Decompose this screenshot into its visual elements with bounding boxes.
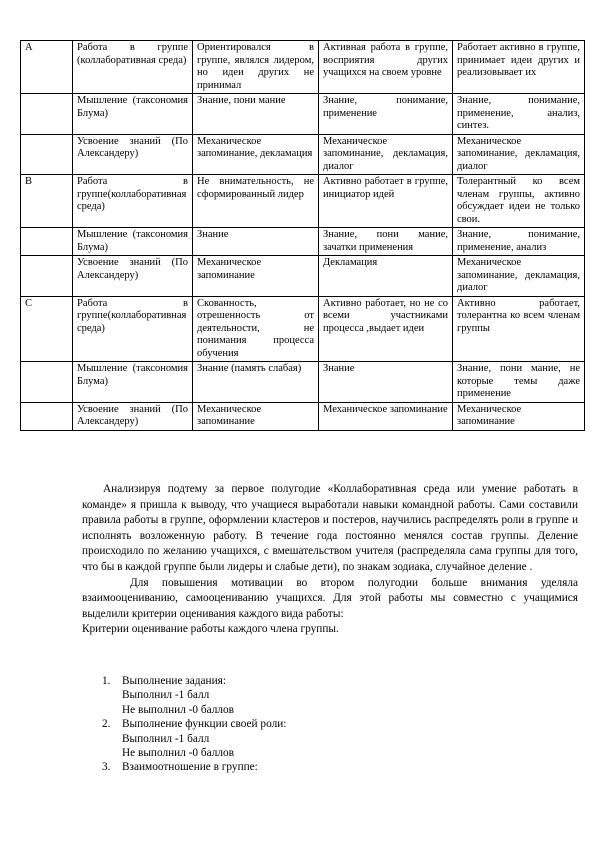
- group-cell: [21, 134, 73, 175]
- level-mid-cell: Механическое запоминание, декламация, диалог: [319, 134, 453, 175]
- level-mid-cell: Знание, пони мание, зачатки применения: [319, 228, 453, 256]
- criteria-number: 1.: [102, 675, 111, 687]
- level-low-cell: Ориентировался в группе, являлся лидером, но идеи других не принимал: [193, 41, 319, 94]
- criteria-title: Выполнение задания:: [122, 675, 226, 687]
- level-high-cell: Знание, понимание, применение, анализ, синтез.: [453, 94, 585, 135]
- level-low-cell: Механическое запоминание: [193, 402, 319, 430]
- assessment-table: [20, 40, 585, 431]
- level-high-cell: Толерантный ко всем членам группы, активно обсуждает идеи не только свои.: [453, 175, 585, 228]
- level-mid-cell: Активно работает, но не со всеми участниками процесса ,выдает идеи: [319, 296, 453, 362]
- level-low-cell: Знание (память слабая): [193, 362, 319, 403]
- criteria-number: 3.: [102, 761, 111, 774]
- criterion-cell: Работа в группе(коллаборативная среда): [73, 175, 193, 228]
- criteria-title: Взаимоотношение в группе:: [122, 761, 258, 774]
- table-row: [21, 362, 585, 403]
- table-row: [21, 402, 585, 430]
- table-row: [21, 134, 585, 175]
- criteria-item: [82, 717, 502, 760]
- level-low-cell: Знание: [193, 228, 319, 256]
- group-cell: [21, 228, 73, 256]
- table-row: [21, 41, 585, 94]
- criteria-score-line: Не выполнил -0 баллов: [122, 703, 235, 716]
- level-low-cell: Знание, пони мание: [193, 94, 319, 135]
- level-high-cell: Знание, пони мание, не которые темы даже применение: [453, 362, 585, 403]
- level-mid-cell: Знание: [319, 362, 453, 403]
- group-cell: [21, 256, 73, 297]
- criteria-score-line: Выполнил -1 балл: [122, 732, 210, 745]
- criteria-item: [82, 674, 502, 717]
- group-cell: [21, 94, 73, 135]
- criterion-cell: Работа в группе (коллаборативная среда): [73, 41, 193, 94]
- group-cell: [21, 362, 73, 403]
- group-cell: C: [21, 296, 73, 362]
- criterion-cell: Усвоение знаний (По Александеру): [73, 402, 193, 430]
- level-high-cell: Активно работает, толерантна ко всем членам группы: [453, 296, 585, 362]
- group-cell: A: [21, 41, 73, 94]
- criterion-cell: Мышление (таксономия Блума): [73, 228, 193, 256]
- level-high-cell: Механическое запоминание, декламация, диалог: [453, 256, 585, 297]
- table-row: [21, 175, 585, 228]
- criteria-score-line: Не выполнил -0 баллов: [122, 747, 235, 760]
- level-low-cell: Механическое запоминание, декламация: [193, 134, 319, 175]
- criterion-cell: Усвоение знаний (По Александеру): [73, 256, 193, 297]
- criterion-cell: Усвоение знаний (По Александеру): [73, 134, 193, 175]
- level-low-cell: Скованность, отрешенность от деятельности, не понимания процесса обучения: [193, 296, 319, 362]
- group-cell: [21, 402, 73, 430]
- level-low-cell: Не внимательность, не сформированный лидер: [193, 175, 319, 228]
- assessment-table-body: [21, 41, 585, 431]
- criteria-item: [82, 760, 502, 774]
- table-row: [21, 296, 585, 362]
- criterion-cell: Работа в группе(коллаборативная среда): [73, 296, 193, 362]
- level-mid-cell: Механическое запоминание: [319, 402, 453, 430]
- criteria-score-line: Выполнил -1 балл: [122, 689, 210, 702]
- criterion-cell: Мышление (таксономия Блума): [73, 362, 193, 403]
- paragraph-analysis: Анализируя подтему за первое полугодие «Коллаборативная среда или умение работать в команде» я пришла к выводу, что учащиеся выработали навыки командной работы. Сами составили правила работы в группе, оформлении кластеров и постеров, научились распределять роли в группе и исполнять возложенную работу. В течение года постоянно менялся состав группы. Деление происходило по желанию учащихся, с вмешательством учителя (распределяла сама группы для того, что бы в каждой группе были лидеры и слабые дети), по знакам зодиака, случайное деление .: [82, 483, 578, 573]
- criteria-list: [82, 674, 502, 775]
- table-row: [21, 256, 585, 297]
- level-high-cell: Механическое запоминание: [453, 402, 585, 430]
- paragraph-criteria-heading: Критерии оценивание работы каждого члена группы.: [82, 623, 339, 636]
- criteria-title: Выполнение функции своей роли:: [122, 718, 287, 731]
- criteria-number: 2.: [102, 718, 111, 731]
- group-cell: B: [21, 175, 73, 228]
- level-high-cell: Знание, понимание, применение, анализ: [453, 228, 585, 256]
- level-mid-cell: Активная работа в группе, восприятия других учащихся на своем уровне: [319, 41, 453, 94]
- level-high-cell: Работает активно в группе, принимает идеи других и реализовывает их: [453, 41, 585, 94]
- criterion-cell: Мышление (таксономия Блума): [73, 94, 193, 135]
- table-row: [21, 94, 585, 135]
- paragraph-motivation: Для повышения мотивации во втором полугодии больше внимания уделяла взаимооцениванию, самооцениванию учащихся. Для этой работы мы совместно с учащимися выделили критерии оценивания каждого вида работы:: [82, 576, 578, 620]
- level-mid-cell: Знание, понимание, применение: [319, 94, 453, 135]
- level-mid-cell: Декламация: [319, 256, 453, 297]
- table-row: [21, 228, 585, 256]
- level-low-cell: Механическое запоминание: [193, 256, 319, 297]
- level-mid-cell: Активно работает в группе, инициатор идей: [319, 175, 453, 228]
- level-high-cell: Механическое запоминание, декламация, диалог: [453, 134, 585, 175]
- analysis-text: [82, 482, 578, 638]
